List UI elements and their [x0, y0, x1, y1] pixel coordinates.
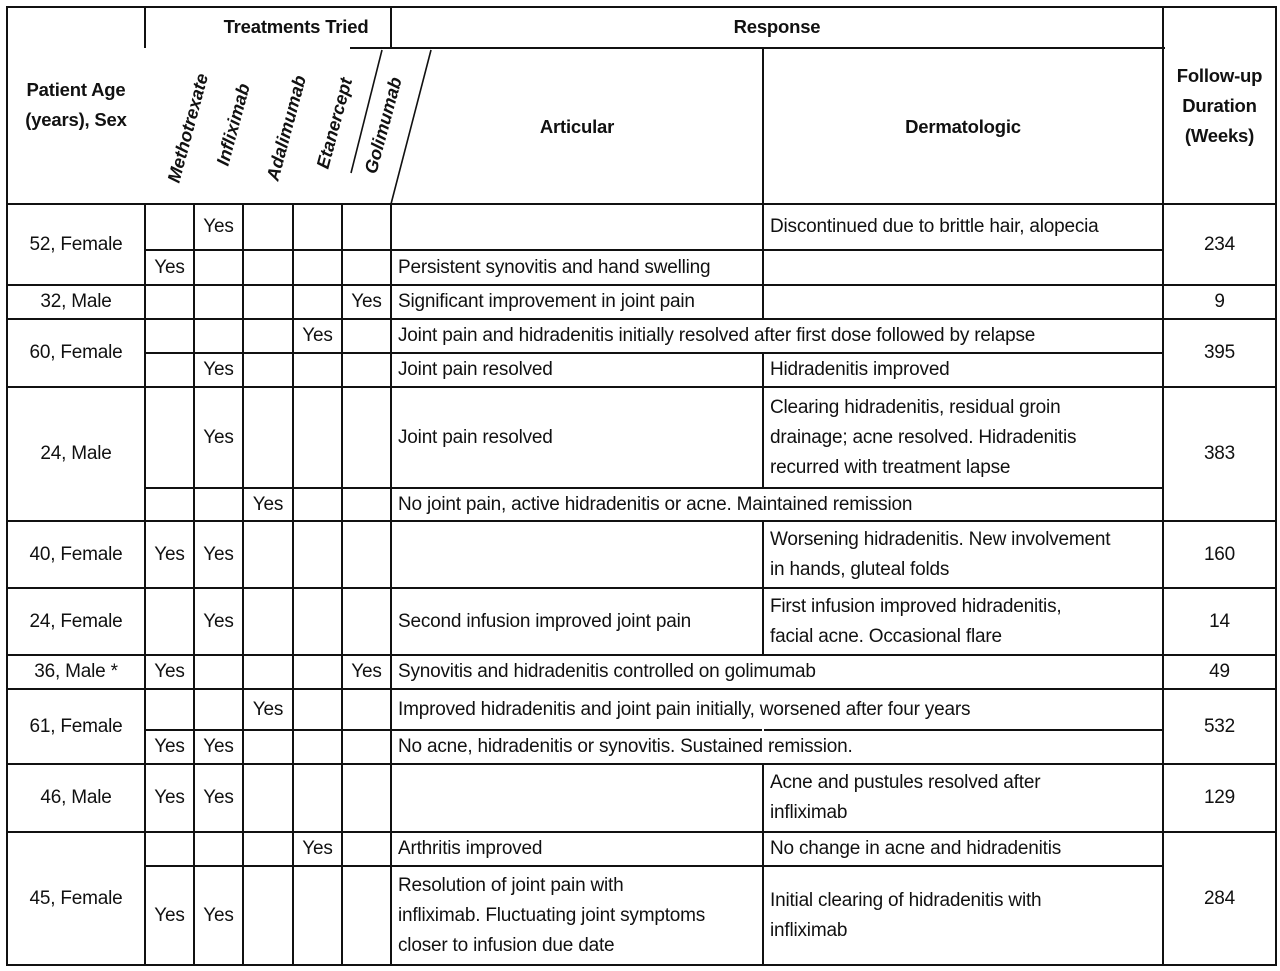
header-drug-golimumab: Golimumab [360, 74, 406, 176]
header-drug-adalimumab: Adalimumab [262, 73, 310, 183]
drug-cell-ada: Yes [252, 493, 284, 515]
header-drug-methotrexate: Methotrexate [163, 71, 213, 185]
drug-cell-gol: Yes [351, 661, 382, 682]
header-followup-line2: Duration [1182, 94, 1257, 116]
dermatologic-line: Worsening hidradenitis. New involvement [770, 528, 1111, 550]
articular-line: closer to infusion due date [398, 934, 615, 956]
followup-cell: 14 [1209, 610, 1230, 632]
dermatologic-line: Initial clearing of hidradenitis with [770, 889, 1042, 911]
articular-line: infliximab. Fluctuating joint symptoms [398, 904, 706, 926]
patient-cell: 52, Female [29, 233, 123, 255]
articular-cell: Persistent synovitis and hand swelling [398, 256, 711, 278]
dermatologic-line: drainage; acne resolved. Hidradenitis [770, 426, 1077, 448]
patient-cell: 60, Female [29, 342, 123, 363]
followup-cell: 234 [1203, 233, 1236, 255]
drug-cell-ifx: Yes [203, 216, 234, 237]
articular-cell: Joint pain resolved [398, 359, 553, 380]
header-followup-line1: Follow-up [1176, 64, 1263, 86]
header-followup-line3: (Weeks) [1184, 124, 1255, 146]
header-followup [1164, 8, 1275, 203]
articular-cell: Second infusion improved joint pain [398, 610, 691, 632]
drug-cell-ifx: Yes [203, 543, 234, 565]
combined-response-cell: No joint pain, active hidradenitis or acne. Maintained remission [398, 493, 913, 515]
followup-cell: 160 [1203, 543, 1236, 565]
patient-cell: 45, Female [29, 887, 123, 909]
drug-cell-mtx: Yes [154, 787, 185, 808]
drug-cell-ifx: Yes [203, 904, 234, 926]
combined-response-cell: No acne, hidradenitis or synovitis. Sustained remission. [398, 736, 853, 757]
followup-cell: 129 [1203, 787, 1236, 808]
dermatologic-cell: No change in acne and hidradenitis [770, 838, 1062, 859]
drug-cell-ifx: Yes [203, 787, 234, 808]
patient-cell: 36, Male * [34, 661, 118, 682]
drug-cell-mtx: Yes [154, 543, 185, 565]
followup-cell: 9 [1214, 291, 1225, 312]
drug-cell-gol: Yes [351, 291, 382, 312]
drug-cell-eta: Yes [302, 325, 333, 346]
articular-cell: Joint pain resolved [398, 426, 553, 448]
patient-cell: 24, Male [40, 443, 112, 464]
dermatologic-cell [764, 522, 1162, 587]
articular-cell: Significant improvement in joint pain [398, 291, 695, 312]
combined-response-cell: Synovitis and hidradenitis controlled on golimumab [398, 661, 816, 682]
drug-cell-eta: Yes [302, 838, 333, 859]
drug-cell-mtx: Yes [154, 256, 185, 278]
header-drug-infliximab: Infliximab [212, 81, 254, 168]
articular-line: Resolution of joint pain with [398, 874, 624, 896]
dermatologic-line: in hands, gluteal folds [770, 558, 950, 580]
dermatologic-cell: Hidradenitis improved [770, 359, 950, 380]
drug-cell-ada: Yes [252, 698, 284, 720]
drug-cell-mtx: Yes [154, 661, 185, 682]
drug-cell-mtx: Yes [154, 736, 185, 757]
dermatologic-line: infliximab [770, 919, 848, 941]
header-drug-etanercept: Etanercept [312, 75, 357, 171]
combined-response-cell: Joint pain and hidradenitis initially resolved after first dose followed by relapse [398, 325, 1036, 346]
combined-response-cell: Improved hidradenitis and joint pain initially, worsened after four years [398, 698, 971, 720]
articular-cell [392, 867, 762, 964]
drug-cell-ifx: Yes [203, 426, 234, 448]
dermatologic-cell: Discontinued due to brittle hair, alopecia [770, 216, 1099, 237]
dermatologic-line: Clearing hidradenitis, residual groin [770, 396, 1061, 418]
drug-cell-ifx: Yes [203, 736, 234, 757]
header-treatments-tried: Treatments Tried [223, 16, 369, 37]
header-dermatologic: Dermatologic [905, 115, 1021, 137]
header-response: Response [733, 16, 821, 37]
dermatologic-line: infliximab [770, 802, 848, 823]
dermatologic-cell [764, 589, 1162, 654]
header-patient-line1: Patient Age [26, 79, 126, 100]
patient-cell: 32, Male [40, 291, 112, 312]
dermatologic-line: recurred with treatment lapse [770, 456, 1011, 478]
header-articular: Articular [539, 115, 615, 137]
drug-cell-ifx: Yes [203, 610, 234, 632]
dermatologic-line: facial acne. Occasional flare [770, 625, 1002, 647]
dermatologic-cell [764, 388, 1162, 487]
drug-cell-mtx: Yes [154, 904, 185, 926]
header-patient-line2: (years), Sex [25, 109, 127, 130]
followup-cell: 532 [1203, 715, 1236, 737]
dermatologic-line: First infusion improved hidradenitis, [770, 595, 1062, 617]
followup-cell: 49 [1209, 661, 1230, 682]
articular-cell: Arthritis improved [398, 838, 543, 859]
followup-cell: 383 [1203, 443, 1236, 464]
header-patient [8, 60, 144, 150]
followup-cell: 284 [1203, 887, 1236, 909]
patient-cell: 46, Male [40, 787, 112, 808]
dermatologic-line: Acne and pustules resolved after [770, 772, 1041, 793]
dermatologic-cell [764, 765, 1162, 831]
drug-cell-ifx: Yes [203, 359, 234, 380]
dermatologic-cell [764, 867, 1162, 964]
patient-cell: 24, Female [29, 610, 123, 632]
followup-cell: 395 [1203, 342, 1236, 363]
patient-cell: 40, Female [29, 543, 123, 565]
patient-cell: 61, Female [29, 715, 123, 737]
